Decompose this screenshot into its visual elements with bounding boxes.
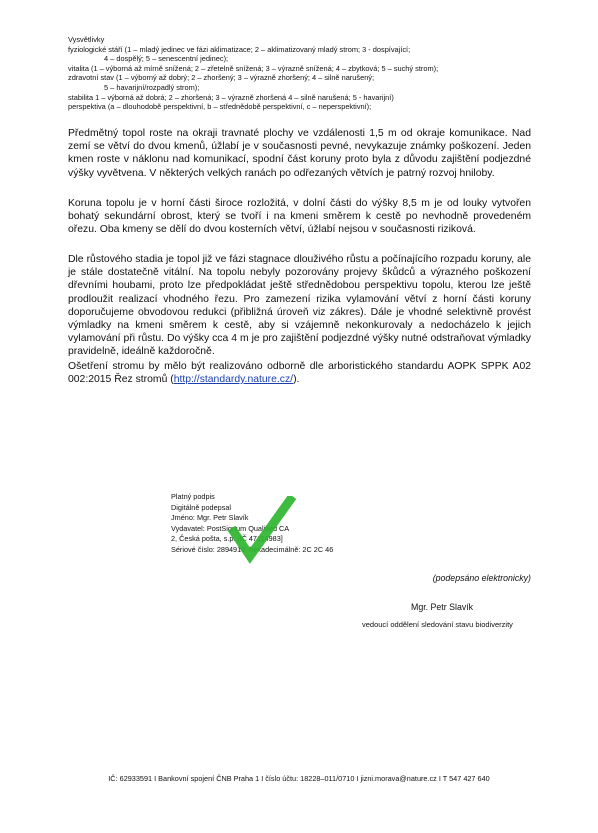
signed-electronically-note: (podepsáno elektronicky)	[432, 573, 531, 583]
signatory-role: vedoucí oddělení sledování stavu biodiverzity	[362, 620, 513, 629]
signatory-name: Mgr. Petr Slavík	[411, 602, 474, 612]
paragraph-recommendation: Dle růstového stadia je topol již ve fázi stagnace dlouživého růstu a počínajícího rozpadu koruny, ale je stále dostatečně vitální. Na topolu nebyly pozorovány projevy škůdců a výrazného poškození dřevními houbami, proto lze předpokládat ještě střednědobou perspektivu topolu, kterou lze ještě prodloužit realizací vhodného řezu. Pro zamezení rizika vylamování větví z horní části koruny doporučujeme obvodovou redukci (přibližná úroveň viz zákres). Dále je vhodné selektivně provést výmladky na kmeni směrem k cestě, aby si vzájemně nekonkurovaly a nedocházelo k jejich vylamování při růstu. Do výšky cca 4 m je pro zajištění podjezdné výšky nutné odstraňovat výmladky pravidelně, ideálně každoročně.	[68, 254, 531, 358]
signature-line: Digitálně podepsal	[171, 502, 232, 512]
legend-title: Vysvětlivky	[68, 35, 105, 44]
legend-line: perspektiva (a – dlouhodobě perspektivní, b – střednědobě perspektivní, c – neperspektivní);	[68, 102, 372, 112]
legend-line: vitalita (1 – výborná až mírně snížená; 2 – zřetelně snížená; 3 – výrazně snížená; 4 – zbytková; 5 – suchý strom);	[68, 63, 439, 73]
legend-line: stabilita 1 – výborná až dobrá; 2 – zhoršená; 3 – výrazně zhoršená 4 – silně narušená; 5 - havarijní)	[68, 92, 394, 102]
legend-line: fyziologické stáří (1 – mladý jedinec ve fázi aklimatizace; 2 – aklimatizovaný mladý strom; 3 - dospívající;	[68, 44, 411, 54]
paragraph-location: Předmětný topol roste na okraji travnaté plochy ve vzdálenosti 1,5 m od okraje komunikace. Nad zemí se větví do dvou kmenů, úžlabí je v současnosti pevné, nevykazuje známky poškození. Jeden kmen roste v náklonu nad komunikací, spodní část koruny proto byla z důvodu zajištění podjezdné výšky vyvětvena. V některých velkých ranách po odřezaných větvích je patrný rozvoj hniloby.	[68, 128, 531, 179]
paragraph-crown: Koruna topolu je v horní části široce rozložitá, v dolní části do výšky 8,5 m je od louky vytvořen bohatý sekundární obrost, který se tvoří i na kmeni směrem k cestě po nevhodně provedeném ořezu. Oba kmeny se dělí do dvou kosterních větví, úžlabí nejsou v současnosti riziková.	[68, 198, 531, 236]
signature-line: Sériové číslo: 2894918, hexadecimálně: 2C 2C 46	[171, 544, 334, 554]
footer-contact: IČ: 62933591 I Bankovní spojení ČNB Praha 1 I číslo účtu: 18228–011/0710 I jizni.morava@nature.cz I T 547 427 640	[108, 774, 490, 783]
legend-line: 4 – dospělý; 5 – senescentní jedinec);	[104, 54, 229, 64]
signature-line: Vydavatel: PostSignum Qualified CA	[171, 523, 290, 533]
signature-line: Jméno: Mgr. Petr Slavík	[171, 513, 249, 523]
paragraph-standard-end: ).	[293, 374, 300, 386]
signature-line: Platný podpis	[171, 492, 215, 501]
paragraph-standard	[68, 360, 531, 386]
signature-valid-check-icon	[226, 496, 296, 564]
paragraph-standard-text: Ošetření stromu by mělo být realizováno odborně dle arboristického standardu AOPK SPPK A02 002:2015 Řez stromů (	[68, 361, 531, 386]
legend-line: zdravotní stav (1 – výborný až dobrý; 2 – zhoršený; 3 – výrazně zhoršený; 4 – silně narušený;	[68, 73, 375, 83]
signature-line: 2, Česká pošta, s.p. [IČ 47114983]	[171, 534, 283, 544]
legend-line: 5 – havarijní/rozpadlý strom);	[104, 82, 200, 92]
standard-link[interactable]: http://standardy.nature.cz/	[173, 374, 294, 386]
legend-block	[68, 35, 538, 112]
